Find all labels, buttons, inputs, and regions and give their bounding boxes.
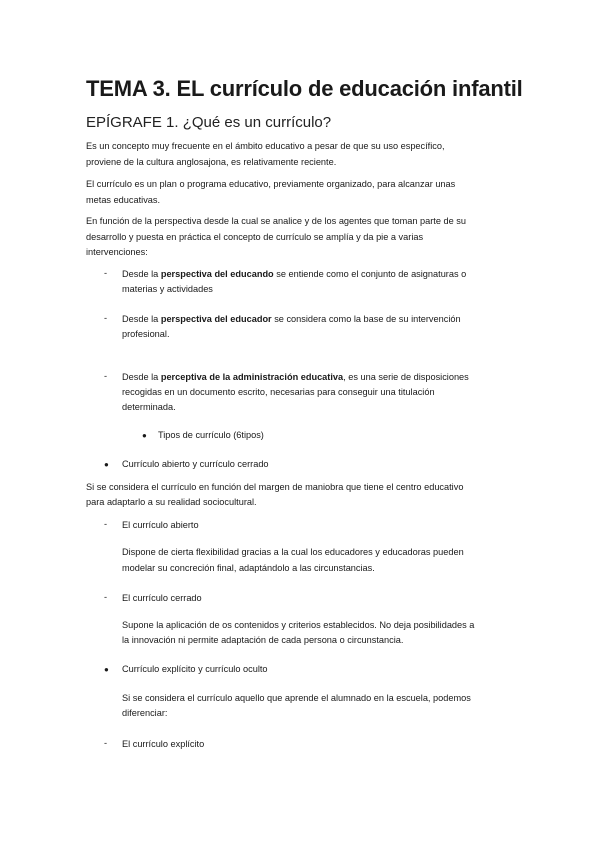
bullet-item-tipos: Tipos de currículo (6tipos) xyxy=(158,430,264,440)
text-run: se entiende como el conjunto de asignaturas o xyxy=(273,269,467,279)
text-run: Desde la xyxy=(122,314,161,324)
paragraph-line: Si se considera el currículo aquello que aprende el alumnado en la escuela, podemos xyxy=(122,693,471,703)
paragraph-line: Es un concepto muy frecuente en el ámbito educativo a pesar de que su uso específico, xyxy=(86,141,445,151)
paragraph-line: intervenciones: xyxy=(86,247,148,257)
list-item-cerrado: El currículo cerrado xyxy=(122,593,202,603)
description-line: la innovación ni permite adaptación de cada persona o circunstancia. xyxy=(122,635,404,645)
dash-marker: - xyxy=(104,738,108,748)
description-line: modelar su concreción final, adaptándolo a las circunstancias. xyxy=(122,563,375,573)
page-title: TEMA 3. EL currículo de educación infantil xyxy=(86,76,523,101)
description-line: Supone la aplicación de os contenidos y criterios establecidos. No deja posibilidades a xyxy=(122,620,475,630)
bullet-marker: ● xyxy=(142,431,147,440)
list-item-educador xyxy=(122,312,461,327)
paragraph-line: diferenciar: xyxy=(122,708,168,718)
section-heading: EPÍGRAFE 1. ¿Qué es un currículo? xyxy=(86,114,332,131)
paragraph-line: proviene de la cultura anglosajona, es relativamente reciente. xyxy=(86,157,337,167)
list-item-administracion xyxy=(122,370,469,385)
bullet-item-abierto-cerrado: Currículo abierto y currículo cerrado xyxy=(122,459,269,469)
dash-marker: - xyxy=(104,519,108,529)
dash-marker: - xyxy=(104,592,108,602)
list-item-educando xyxy=(122,267,466,282)
list-item-explicito: El currículo explícito xyxy=(122,739,205,749)
dash-marker: - xyxy=(104,313,108,323)
paragraph-line: En función de la perspectiva desde la cual se analice y de los agentes que toman parte de su xyxy=(86,216,466,226)
list-item-line: materias y actividades xyxy=(122,284,213,294)
paragraph-line: El currículo es un plan o programa educativo, previamente organizado, para alcanzar unas xyxy=(86,179,456,189)
paragraph-line: Si se considera el currículo en función del margen de maniobra que tiene el centro educativo xyxy=(86,482,464,492)
dash-marker: - xyxy=(104,268,108,278)
bullet-marker: ● xyxy=(104,665,109,674)
text-run: Desde la xyxy=(122,269,161,279)
description-line: Dispone de cierta flexibilidad gracias a la cual los educadores y educadoras pueden xyxy=(122,547,464,557)
list-item-line: profesional. xyxy=(122,329,170,339)
text-run: , es una serie de disposiciones xyxy=(343,372,469,382)
paragraph-line: metas educativas. xyxy=(86,195,161,205)
paragraph-line: para adaptarlo a su realidad sociocultural. xyxy=(86,497,257,507)
list-item-abierto: El currículo abierto xyxy=(122,520,199,530)
dash-marker: - xyxy=(104,371,108,381)
bold-term: perceptiva de la administración educativa xyxy=(160,372,344,382)
bullet-marker: ● xyxy=(104,460,109,469)
list-item-line: recogidas en un documento escrito, necesarias para conseguir una titulación xyxy=(122,387,435,397)
bold-term: perspectiva del educador xyxy=(160,314,272,324)
text-run: Desde la xyxy=(122,372,161,382)
paragraph-line: desarrollo y puesta en práctica el concepto de currículo se amplía y da pie a varias xyxy=(86,232,424,242)
bullet-item-explicito-oculto: Currículo explícito y currículo oculto xyxy=(122,664,268,674)
bold-term: perspectiva del educando xyxy=(160,269,274,279)
text-run: se considera como la base de su intervención xyxy=(271,314,461,324)
list-item-line: determinada. xyxy=(122,402,176,412)
